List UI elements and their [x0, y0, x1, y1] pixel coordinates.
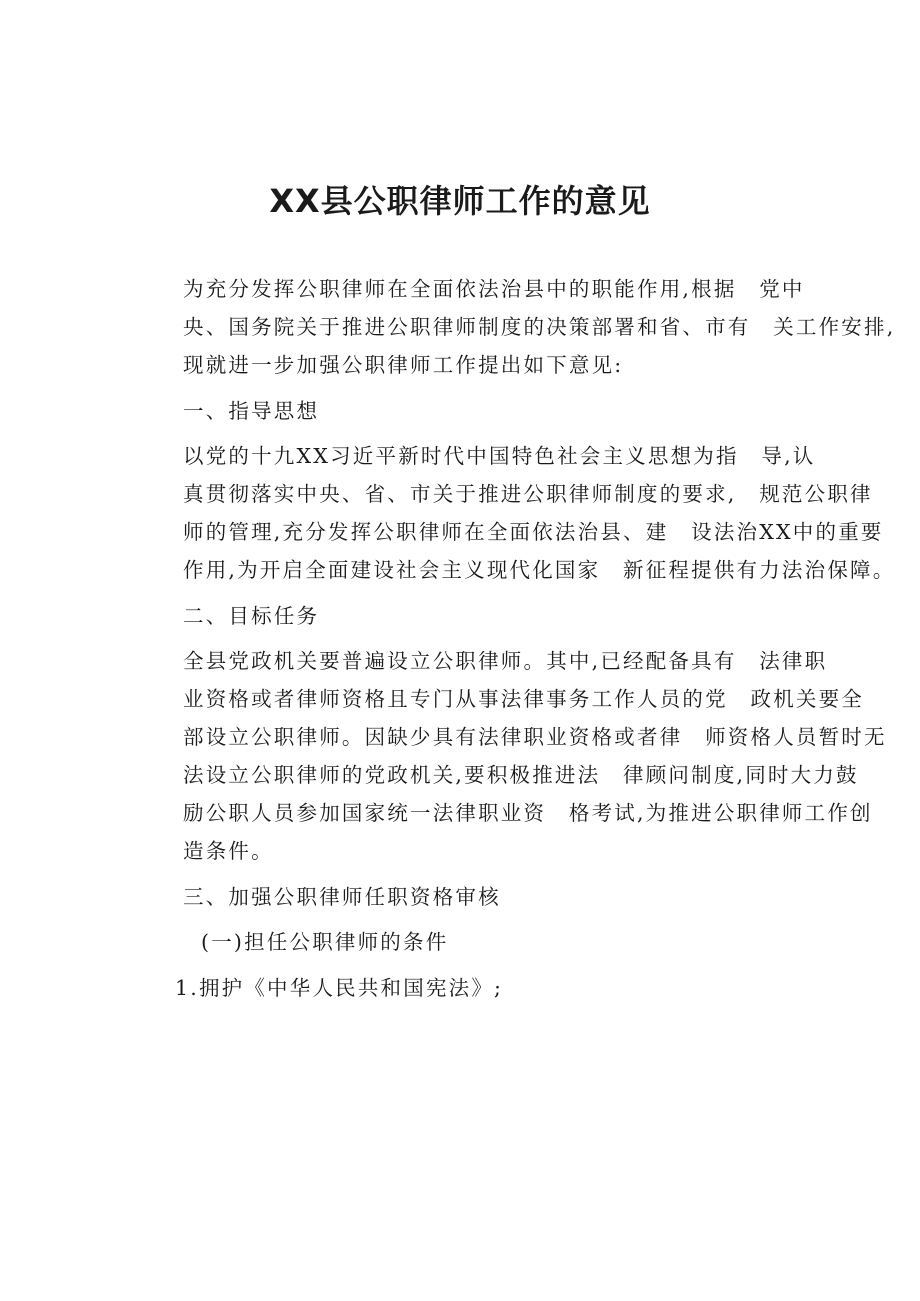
- section-heading-guiding-ideology: [137, 392, 792, 430]
- document-title: XX县公职律师工作的意见: [269, 182, 651, 220]
- text-line: 以党的十九XX习近平新时代中国特色社会主义思想为指 导,认: [183, 444, 816, 468]
- text-line: 部设立公职律师。因缺少具有法律职业资格或者律 师资格人员暂时无: [183, 725, 887, 749]
- list-item-1: [137, 969, 792, 1007]
- text-line: 业资格或者律师资格且专门从事法律事务工作人员的党 政机关要全: [183, 687, 864, 711]
- heading-text: 一、指导思想: [183, 398, 320, 423]
- heading-text: 二、目标任务: [183, 603, 320, 628]
- text-line: 为充分发挥公职律师在全面依法治县中的职能作用,根据 党中: [183, 277, 805, 301]
- subsection-heading-conditions: [137, 923, 792, 961]
- paragraph-intro: [137, 270, 896, 384]
- document-body: [137, 270, 896, 1014]
- text-line: 真贯彻落实中央、省、市关于推进公职律师制度的要求, 规范公职律: [183, 482, 873, 506]
- section-heading-qualification-review: [137, 878, 792, 916]
- item-text: 1.拥护《中华人民共和国宪法》;: [175, 975, 504, 1000]
- text-line: 法设立公职律师的党政机关,要积极推进法 律顾问制度,同时大力鼓: [183, 763, 859, 787]
- section-heading-goals: [137, 597, 792, 635]
- text-line: 现就进一步加强公职律师工作提出如下意见:: [183, 353, 624, 377]
- heading-text: 三、加强公职律师任职资格审核: [183, 884, 501, 909]
- text-line: 央、国务院关于推进公职律师制度的决策部署和省、市有 关工作安排,: [183, 315, 896, 339]
- text-line: 励公职人员参加国家统一法律职业资 格考试,为推进公职律师工作创: [183, 801, 873, 825]
- text-line: 造条件。: [183, 839, 274, 863]
- text-line: 全县党政机关要普遍设立公职律师。其中,已经配备具有 法律职: [183, 649, 828, 673]
- text-line: 作用,为开启全面建设社会主义现代化国家 新征程提供有力法治保障。: [183, 558, 896, 582]
- subheading-text: (一)担任公职律师的条件: [201, 930, 449, 954]
- text-line: 师的管理,充分发挥公职律师在全面依法治县、建 设法治XX中的重要: [183, 520, 884, 544]
- paragraph-goals: [137, 642, 887, 870]
- paragraph-guiding-ideology: [137, 437, 896, 589]
